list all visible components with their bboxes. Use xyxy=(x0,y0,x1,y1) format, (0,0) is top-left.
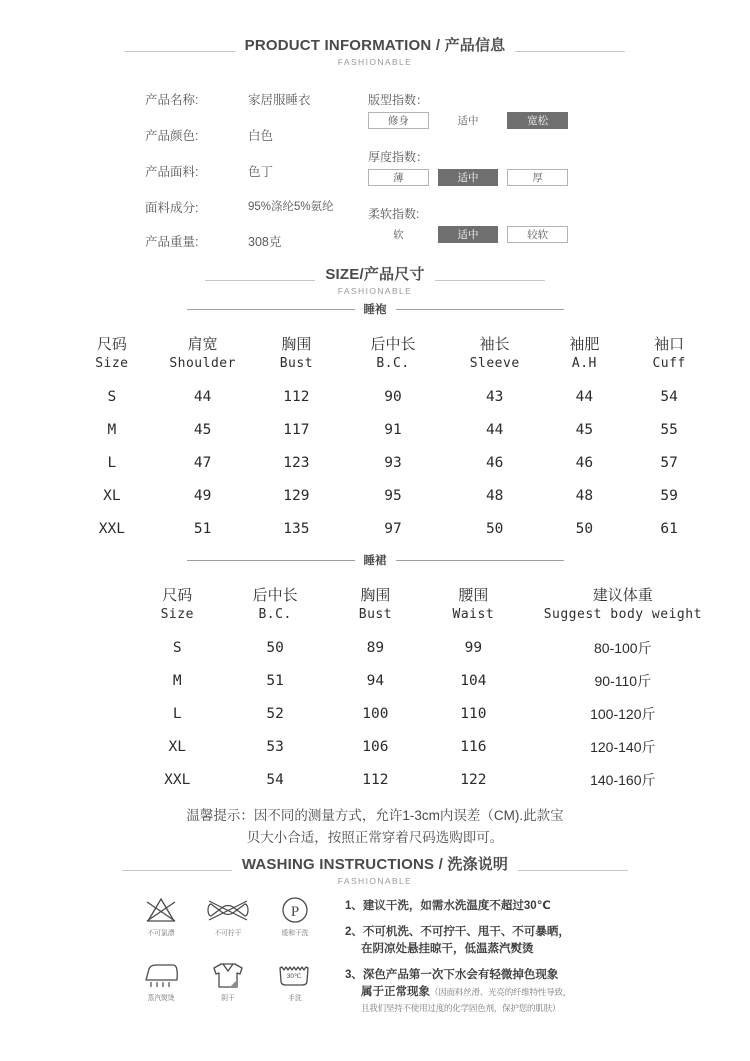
thickness-option-thin[interactable]: 薄 xyxy=(368,169,429,186)
table-row xyxy=(132,763,722,796)
washing-instruction-list xyxy=(345,898,645,1024)
cell-weight: 90-110斤 xyxy=(594,672,652,689)
cell-waist: 99 xyxy=(464,639,483,656)
divider-line-right xyxy=(396,560,564,561)
cell-bust: 112 xyxy=(283,388,310,405)
instruction-fineprint-2: 且我们坚持不使用过度的化学固色剂，保护您的肌肤） xyxy=(361,1003,561,1013)
measurement-tip xyxy=(0,805,750,849)
gentle-dryclean-icon xyxy=(264,893,326,927)
cell-sleeve: 46 xyxy=(485,454,504,471)
washing-instruction-item xyxy=(345,924,645,958)
washing-title-en: WASHING INSTRUCTIONS xyxy=(241,856,435,873)
cell-size: S xyxy=(107,388,117,405)
no-bleach-icon xyxy=(130,893,192,927)
cell-shoulder: 51 xyxy=(193,520,212,537)
cell-bc: 52 xyxy=(266,705,284,722)
cell-bc: 93 xyxy=(384,454,402,471)
fit-index-options xyxy=(368,112,568,129)
cell-sleeve: 48 xyxy=(485,487,504,504)
instruction-number: 2、 xyxy=(345,926,363,938)
cell-shoulder: 49 xyxy=(193,487,212,504)
col-header-weight-en: Suggest body weight xyxy=(543,607,702,622)
col-header-bc-en: B.C. xyxy=(376,356,410,371)
cell-cuff: 61 xyxy=(660,520,678,537)
washing-instruction-item xyxy=(345,967,645,1015)
instruction-continuation-text: 属于正常现象 xyxy=(361,986,430,998)
steam-iron-icon xyxy=(130,958,192,992)
washing-title-line xyxy=(0,853,750,874)
cell-weight: 80-100斤 xyxy=(594,639,652,656)
instruction-number: 3、 xyxy=(345,969,363,981)
product-information-title-sep: / xyxy=(431,37,445,54)
col-header-bust-en: Bust xyxy=(279,356,314,371)
cell-bc: 90 xyxy=(384,388,402,405)
shade-dry-symbol xyxy=(197,958,259,1003)
cell-waist: 110 xyxy=(460,705,487,722)
cell-sleeve: 50 xyxy=(485,520,504,537)
header-rule-left xyxy=(125,51,235,52)
table-row xyxy=(72,380,712,413)
cell-bust: 135 xyxy=(283,520,310,537)
steam-iron-caption: 蒸汽熨烫 xyxy=(147,995,175,1002)
cell-size: M xyxy=(172,672,182,689)
cell-shoulder: 45 xyxy=(193,421,212,438)
size-title-line xyxy=(0,263,750,284)
cell-ah: 50 xyxy=(575,520,594,537)
table-row xyxy=(132,730,722,763)
divider-line-right xyxy=(396,309,564,310)
shade-dry-icon xyxy=(197,958,259,992)
col-header-size-cn: 尺码 xyxy=(96,336,127,353)
table-row xyxy=(132,697,722,730)
product-fabric-label: 产品面料: xyxy=(145,165,199,179)
cell-cuff: 54 xyxy=(660,388,678,405)
col-header-bust-cn: 胸围 xyxy=(360,587,391,604)
size-title-sep: / xyxy=(359,266,364,283)
cell-waist: 104 xyxy=(460,672,487,689)
robe-size-table xyxy=(72,332,712,545)
cell-ah: 45 xyxy=(575,421,594,438)
instruction-continuation: 在阴凉处悬挂晾干，低温蒸汽熨烫 xyxy=(361,943,534,955)
hand-wash-symbol xyxy=(264,958,326,1003)
header-rule-right xyxy=(515,51,625,52)
steam-iron-svg xyxy=(140,961,182,989)
col-header-sleeve-cn: 袖长 xyxy=(479,336,510,353)
nightgown-size-table xyxy=(132,583,722,796)
col-header-weight-cn: 建议体重 xyxy=(592,587,653,604)
softness-option-softer[interactable]: 较软 xyxy=(507,226,568,243)
col-header-shoulder-en: Shoulder xyxy=(169,356,236,371)
fit-option-slim[interactable]: 修身 xyxy=(368,112,429,129)
product-name-label: 产品名称: xyxy=(145,93,199,107)
size-header xyxy=(0,263,750,296)
washing-title-sep: / xyxy=(434,856,448,873)
size-subtitle: FASHIONABLE xyxy=(337,286,413,296)
fit-option-regular[interactable]: 适中 xyxy=(457,115,479,127)
cell-ah: 46 xyxy=(575,454,594,471)
svg-text:P: P xyxy=(290,904,300,920)
col-header-bc-cn: 后中长 xyxy=(370,336,416,353)
gentle-dryclean-svg xyxy=(280,895,310,925)
table-header-row-en xyxy=(132,606,722,631)
cell-bust: 89 xyxy=(366,639,385,656)
col-header-size-cn: 尺码 xyxy=(162,587,193,604)
col-header-size-en: Size xyxy=(160,607,194,622)
product-name-value: 家居服睡衣 xyxy=(248,93,311,107)
cell-sleeve: 43 xyxy=(485,388,504,405)
no-wring-icon xyxy=(197,893,259,927)
table-row xyxy=(72,446,712,479)
product-color-label: 产品颜色: xyxy=(145,129,199,143)
thickness-index-title: 厚度指数： xyxy=(368,150,429,164)
washing-title xyxy=(242,853,508,874)
no-bleach-svg xyxy=(141,896,181,924)
cell-cuff: 57 xyxy=(660,454,678,471)
cell-weight: 140-160斤 xyxy=(590,771,656,788)
fabric-composition-label: 面料成分: xyxy=(145,201,199,215)
col-header-size-en: Size xyxy=(95,356,129,371)
cell-bust: 106 xyxy=(362,738,389,755)
cell-size: XL xyxy=(168,738,186,755)
measurement-tip-line2: 贝大小合适，按照正常穿着尺码选购即可。 xyxy=(246,830,504,845)
cell-weight: 120-140斤 xyxy=(590,738,656,755)
shade-dry-svg xyxy=(210,960,246,990)
product-information-title-en: PRODUCT INFORMATION xyxy=(244,37,432,54)
softness-option-soft[interactable]: 软 xyxy=(393,229,404,241)
product-information-title-cn: 产品信息 xyxy=(444,37,506,54)
thickness-option-medium[interactable]: 适中 xyxy=(438,169,499,186)
header-rule-right xyxy=(435,280,545,281)
instruction-text: 深色产品第一次下水会有轻微掉色现象 xyxy=(362,969,559,981)
divider-line-left xyxy=(187,309,355,310)
col-header-shoulder-cn: 肩宽 xyxy=(187,336,218,353)
header-rule-right xyxy=(518,870,628,871)
cell-bust: 129 xyxy=(283,487,310,504)
cell-size: S xyxy=(172,639,182,656)
product-color-value: 白色 xyxy=(248,129,274,143)
table-header-row-en xyxy=(72,355,712,380)
washing-subtitle: FASHIONABLE xyxy=(337,876,413,886)
cell-bust: 94 xyxy=(366,672,385,689)
fit-option-loose[interactable]: 宽松 xyxy=(507,112,568,129)
cell-bc: 91 xyxy=(384,421,402,438)
softness-index-title: 柔软指数: xyxy=(368,207,420,221)
fit-index-title: 版型指数： xyxy=(368,93,429,107)
nightgown-divider-label: 睡裙 xyxy=(363,555,387,567)
cell-size: L xyxy=(172,705,182,722)
divider-line-left xyxy=(187,560,355,561)
col-header-sleeve-en: Sleeve xyxy=(469,356,520,371)
table-row xyxy=(132,664,722,697)
cell-bc: 50 xyxy=(266,639,284,656)
hand-wash-icon xyxy=(264,958,326,992)
col-header-ah-cn: 袖肥 xyxy=(569,336,600,353)
product-weight-value: 308克 xyxy=(248,235,282,249)
thickness-index-options xyxy=(368,169,568,186)
cell-ah: 44 xyxy=(575,388,594,405)
col-header-bc-en: B.C. xyxy=(258,607,292,622)
steam-iron-symbol xyxy=(130,958,192,1003)
cell-cuff: 59 xyxy=(660,487,678,504)
table-row xyxy=(72,479,712,512)
hand-wash-caption: 手洗 xyxy=(288,995,302,1002)
table-row xyxy=(72,512,712,545)
no-wring-svg xyxy=(205,896,251,924)
product-information-title-line xyxy=(0,34,750,55)
robe-divider xyxy=(0,301,750,317)
cell-bc: 53 xyxy=(266,738,284,755)
header-rule-left xyxy=(205,280,315,281)
table-row xyxy=(132,631,722,664)
product-information-header xyxy=(0,34,750,67)
product-information-subtitle: FASHIONABLE xyxy=(337,57,413,67)
no-bleach-symbol xyxy=(130,893,192,938)
measurement-tip-line1: 温馨提示：因不同的测量方式，允许1-3cm内误差（CM).此款宝 xyxy=(186,808,564,823)
size-title-cn: 产品尺寸 xyxy=(363,266,425,283)
col-header-bust-cn: 胸围 xyxy=(281,336,312,353)
no-wring-caption: 不可拧干 xyxy=(214,930,242,937)
instruction-text: 不可机洗、不可拧干、甩干、不可暴晒， xyxy=(362,926,570,938)
shade-dry-caption: 阴干 xyxy=(221,995,235,1002)
washing-title-cn: 洗涤说明 xyxy=(447,856,509,873)
cell-size: XL xyxy=(103,487,121,504)
instruction-continuation xyxy=(345,984,645,1001)
cell-size: M xyxy=(107,421,117,438)
cell-bc: 97 xyxy=(384,520,402,537)
col-header-cuff-en: Cuff xyxy=(652,356,686,371)
instruction-text: 建议干洗，如需水洗温度不超过30℃ xyxy=(362,900,551,912)
instruction-fineprint: （因面料丝滑、光亮的纤维特性导致， xyxy=(430,987,572,997)
cell-shoulder: 44 xyxy=(193,388,212,405)
size-title-en: SIZE xyxy=(325,266,360,283)
col-header-ah-en: A.H xyxy=(571,356,597,371)
header-rule-left xyxy=(122,870,232,871)
product-weight-label: 产品重量: xyxy=(145,235,199,249)
cell-sleeve: 44 xyxy=(485,421,504,438)
cell-bust: 112 xyxy=(362,771,389,788)
cell-size: XXL xyxy=(98,520,125,537)
col-header-bc-cn: 后中长 xyxy=(252,587,298,604)
cell-bust: 117 xyxy=(283,421,310,438)
softness-index-options xyxy=(368,226,568,243)
size-title xyxy=(325,263,424,284)
col-header-waist-cn: 腰围 xyxy=(458,587,489,604)
cell-bc: 54 xyxy=(266,771,284,788)
cell-size: XXL xyxy=(164,771,191,788)
cell-shoulder: 47 xyxy=(193,454,212,471)
instruction-number: 1、 xyxy=(345,900,363,912)
softness-option-medium[interactable]: 适中 xyxy=(438,226,499,243)
washing-instructions-header xyxy=(0,853,750,886)
cell-weight: 100-120斤 xyxy=(590,705,656,722)
no-wring-symbol xyxy=(197,893,259,938)
product-fabric-value: 色丁 xyxy=(248,165,274,179)
nightgown-divider xyxy=(0,552,750,568)
washing-instruction-item xyxy=(345,898,645,915)
cell-bc: 51 xyxy=(266,672,284,689)
fabric-composition-value: 95%涤纶5%氨纶 xyxy=(248,201,334,213)
thickness-option-thick[interactable]: 厚 xyxy=(507,169,568,186)
cell-waist: 116 xyxy=(460,738,487,755)
no-bleach-caption: 不可氯漂 xyxy=(147,930,175,937)
cell-ah: 48 xyxy=(575,487,594,504)
cell-size: L xyxy=(107,454,117,471)
cell-waist: 122 xyxy=(460,771,487,788)
gentle-dryclean-symbol xyxy=(264,893,326,938)
cell-cuff: 55 xyxy=(660,421,678,438)
col-header-bust-en: Bust xyxy=(358,607,393,622)
table-header-row-cn xyxy=(132,583,722,606)
table-header-row-cn xyxy=(72,332,712,355)
robe-divider-label: 睡袍 xyxy=(363,304,387,316)
table-row xyxy=(72,413,712,446)
product-information-title xyxy=(245,34,506,55)
hand-wash-temp: 30℃ xyxy=(286,973,302,980)
gentle-dryclean-caption: 缓和干洗 xyxy=(281,930,309,937)
cell-bust: 100 xyxy=(362,705,389,722)
col-header-waist-en: Waist xyxy=(452,607,495,622)
cell-bc: 95 xyxy=(384,487,402,504)
hand-wash-svg xyxy=(275,961,315,989)
cell-bust: 123 xyxy=(283,454,310,471)
col-header-cuff-cn: 袖口 xyxy=(654,336,685,353)
